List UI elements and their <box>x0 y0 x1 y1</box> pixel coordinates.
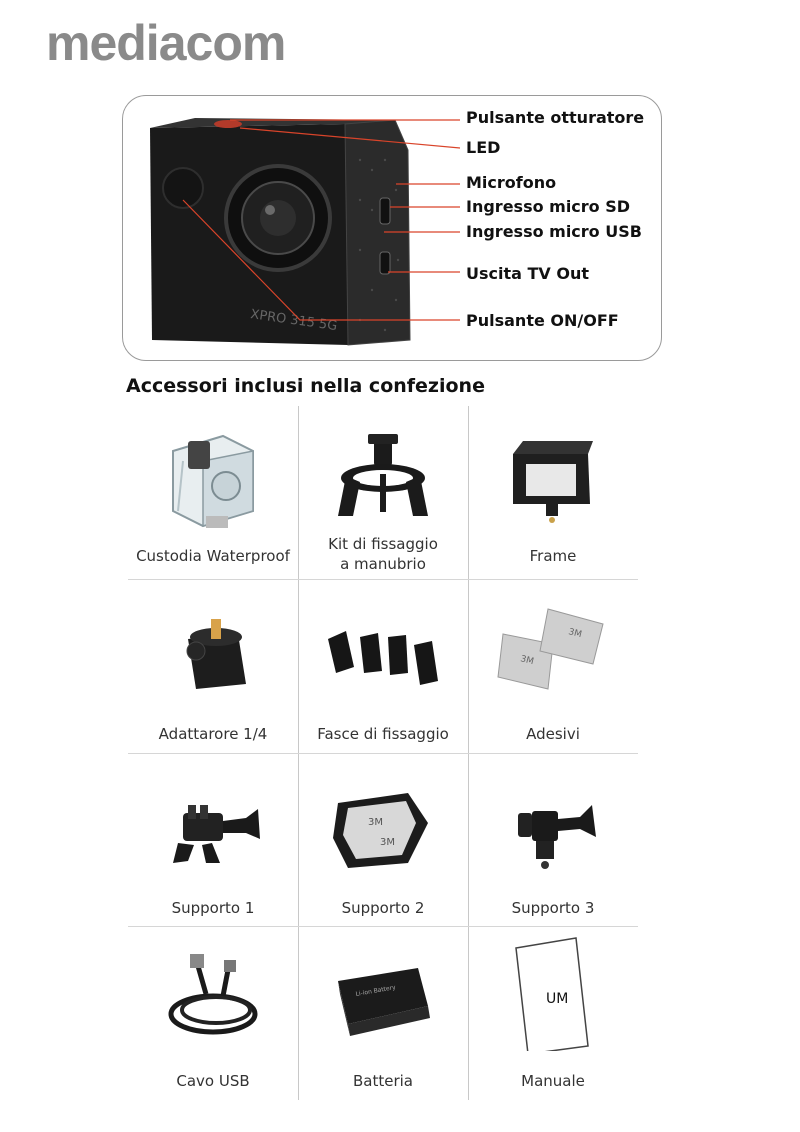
svg-text:3M: 3M <box>368 817 383 828</box>
adhesive-pads-icon <box>468 589 638 704</box>
callout-tv-out: Uscita TV Out <box>466 264 590 283</box>
mount-2-icon <box>298 763 468 878</box>
callout-micro-sd: Ingresso micro SD <box>466 197 631 216</box>
mount-1-icon <box>128 763 298 878</box>
battery-icon <box>298 936 468 1051</box>
callout-microphone: Microfono <box>466 173 557 192</box>
manual-cover-text: UM <box>546 991 569 1007</box>
accessory-item <box>468 753 638 926</box>
accessory-label: Batteria <box>353 1072 413 1090</box>
accessory-item <box>298 406 468 579</box>
svg-text:Li-ion Battery: Li-ion Battery <box>355 984 397 998</box>
frame-icon <box>468 416 638 531</box>
accessory-label: Fasce di fissaggio <box>317 725 449 743</box>
accessory-label: Adesivi <box>526 725 580 743</box>
tripod-adapter-icon <box>128 589 298 704</box>
svg-text:3M: 3M <box>519 654 535 668</box>
mount-3-icon <box>468 763 638 878</box>
accessory-item <box>298 926 468 1099</box>
accessory-item <box>298 753 468 926</box>
accessories-title: Accessori inclusi nella confezione <box>126 375 485 397</box>
accessories-grid <box>128 406 638 1100</box>
callout-led: LED <box>466 138 501 157</box>
svg-text:3M: 3M <box>380 837 395 848</box>
accessory-item <box>298 579 468 752</box>
handlebar-mount-icon <box>298 416 468 531</box>
accessory-label: Supporto 2 <box>341 899 425 917</box>
camera-illustration <box>0 0 800 380</box>
accessory-label: Adattarore 1/4 <box>158 725 268 743</box>
accessory-item <box>128 926 298 1099</box>
brand-logo: mediacom <box>46 15 286 71</box>
straps-icon <box>298 589 468 704</box>
accessory-item <box>128 753 298 926</box>
accessory-item <box>128 579 298 752</box>
accessory-label: Cavo USB <box>176 1072 250 1090</box>
accessory-label: Custodia Waterproof <box>136 547 290 565</box>
accessory-item <box>128 406 298 579</box>
accessory-label: Supporto 3 <box>511 899 595 917</box>
accessory-label: Supporto 1 <box>171 899 255 917</box>
callout-shutter-button: Pulsante otturatore <box>466 108 645 127</box>
accessory-label: Frame <box>529 547 577 565</box>
accessory-label: Kit di fissaggio a manubrio <box>328 535 438 573</box>
accessory-item <box>468 926 638 1099</box>
accessory-label: Manuale <box>521 1072 585 1090</box>
svg-text:3M: 3M <box>567 627 583 641</box>
waterproof-case-icon <box>128 416 298 531</box>
callout-power-button: Pulsante ON/OFF <box>466 311 619 330</box>
usb-cable-icon <box>128 936 298 1051</box>
accessory-item <box>468 406 638 579</box>
callout-micro-usb: Ingresso micro USB <box>466 222 642 241</box>
camera-model-text: XPRO 315 5G <box>249 307 339 335</box>
accessory-item <box>468 579 638 752</box>
